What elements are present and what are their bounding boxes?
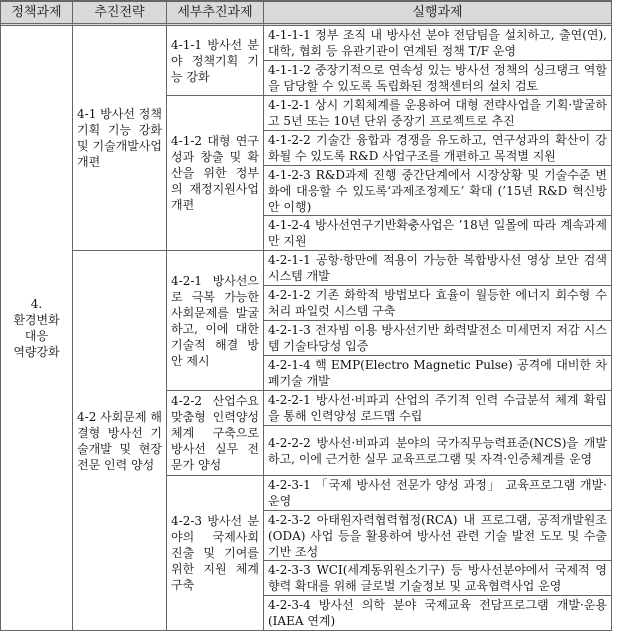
header-strategy: 추진전략 bbox=[73, 2, 167, 26]
header-sub-task: 세부추진과제 bbox=[167, 2, 264, 26]
action-text: 4-2-1-2 기존 화학적 방법보다 효율이 월등한 에너지 회수형 수처리 파일럿 시스템 구축 bbox=[268, 288, 607, 318]
action-text: 4-2-1-4 핵 EMP(Electro Magnetic Pulse) 공격에 대비한 차폐기술 개발 bbox=[268, 358, 607, 388]
action-cell-4-1-2-1 bbox=[264, 96, 612, 131]
sub-task-cell-4-2-3 bbox=[167, 476, 264, 631]
sub-task-text: 4-2-1 방사선으로 극복 가능한 사회문제를 발굴하고, 이에 대한 기술적 해결 방안 제시 bbox=[171, 273, 259, 368]
sub-task-text: 4-2-3 방사선 분야의 국제사회 진출 및 기여를 위한 지원 체계 구축 bbox=[171, 514, 259, 592]
sub-task-text: 4-1-1 방사선 분야 정책기획 기능 강화 bbox=[171, 37, 259, 84]
policy-task-label bbox=[5, 296, 68, 360]
strategy-text: 4-2 사회문제 해결형 방사선 기술개발 및 현장 전문 인력 양성 bbox=[77, 409, 162, 472]
action-text: 4-2-1-3 전자빔 이용 방사선기반 화력발전소 미세먼지 저감 시스템 기술타당성 입증 bbox=[268, 323, 607, 353]
action-cell-4-2-3-4 bbox=[264, 596, 612, 631]
policy-task-cell bbox=[1, 26, 73, 631]
action-text: 4-2-3-2 아태원자력협력협정(RCA) 내 프로그램, 공적개발원조(ODA) 사업 등을 활용하여 방사선 관련 기술 발전 도모 및 수출 기반 조성 bbox=[268, 512, 607, 559]
action-cell-4-2-1-2 bbox=[264, 286, 612, 321]
header-policy-task: 정책과제 bbox=[1, 2, 73, 26]
action-cell-4-2-3-1 bbox=[264, 476, 612, 511]
action-cell-4-1-2-4 bbox=[264, 216, 612, 251]
action-cell-4-1-2-2 bbox=[264, 131, 612, 166]
action-cell-4-2-1-3 bbox=[264, 321, 612, 356]
action-cell-4-1-2-3 bbox=[264, 166, 612, 216]
action-cell-4-1-1-2 bbox=[264, 61, 612, 96]
action-text: 4-2-1-1 공항·항만에 적용이 가능한 복합방사선 영상 보안 검색 시스템 개발 bbox=[268, 253, 607, 283]
sub-task-text: 4-1-2 대형 연구성과 창출 및 확산을 위한 정부의 재정지원사업 개편 bbox=[171, 134, 259, 212]
action-cell-4-2-1-1 bbox=[264, 251, 612, 286]
action-text: 4-1-1-2 중장기적으로 연속성 있는 방사선 정책의 싱크탱크 역할을 담당할 수 있도록 독립화된 정책센터의 설치 검토 bbox=[268, 63, 607, 93]
action-text: 4-1-2-1 상시 기획체계를 운용하여 대형 전략사업을 기획·발굴하고 5년 또는 10년 단위 중장기 프로젝트로 추진 bbox=[268, 98, 607, 128]
action-cell-4-2-1-4 bbox=[264, 356, 612, 391]
sub-task-cell-4-1-2 bbox=[167, 96, 264, 251]
action-text: 4-1-2-2 기술간 융합과 경쟁을 유도하고, 연구성과의 확산이 강화될 수 있도록 R&D 사업구조를 개편하고 목적별 지원 bbox=[268, 133, 607, 163]
sub-task-text: 4-2-2 산업수요 맞춤형 인력양성 체계 구축으로 방사선 실무 전문가 양성 bbox=[171, 394, 259, 472]
strategy-cell-4-2 bbox=[73, 251, 167, 631]
action-cell-4-2-3-2 bbox=[264, 511, 612, 561]
strategy-cell-4-1 bbox=[73, 26, 167, 251]
policy-task-number: 4. bbox=[30, 297, 43, 311]
strategy-text: 4-1 방사선 정책기획 기능 강화 및 기술개발사업 개편 bbox=[77, 107, 162, 169]
sub-task-cell-4-2-1 bbox=[167, 251, 264, 391]
action-text: 4-2-2-2 방사선·비파괴 분야의 국가직무능력표준(NCS)을 개발하고, 이에 근거한 실무 교육프로그램 및 자격·인증체계를 운영 bbox=[268, 435, 607, 466]
action-text: 4-2-3-1 「국제 방사선 전문가 양성 과정」 교육프로그램 개발·운영 bbox=[268, 478, 607, 508]
action-text: 4-2-2-1 방사선·비파괴 산업의 주기적 인력 수급분석 체계 확립을 통해 인력양성 로드맵 수립 bbox=[268, 393, 607, 423]
sub-task-cell-4-1-1 bbox=[167, 26, 264, 96]
sub-task-cell-4-2-2 bbox=[167, 391, 264, 476]
action-cell-4-2-2-1 bbox=[264, 391, 612, 426]
action-text: 4-1-2-3 R&D과제 진행 중간단계에서 시장상황 및 기술수준 변화에 대응할 수 있도록‘과제조정제도’ 확대 (’15년 R&D 혁신방안 이행) bbox=[268, 167, 607, 214]
action-text: 4-1-2-4 방사선연구기반확충사업은 ’18년 일몰에 따라 계속과제만 지원 bbox=[268, 218, 607, 248]
action-text: 4-1-1-1 정부 조직 내 방사선 분야 전담팀을 설치하고, 출연(연), 대학, 협회 등 유관기관이 연계된 정책 T/F 운영 bbox=[268, 28, 607, 58]
header-action-task: 실행과제 bbox=[264, 2, 612, 26]
action-text: 4-2-3-4 방사선 의학 분야 국제교육 전담프로그램 개발·운용(IAEA 연계) bbox=[268, 598, 607, 628]
action-text: 4-2-3-3 WCI(세계동위원소기구) 등 방사선분야에서 국제적 영향력 확대를 위해 글로벌 기술정보 및 교육협력사업 운영 bbox=[268, 563, 607, 593]
action-cell-4-2-3-3 bbox=[264, 561, 612, 596]
action-cell-4-2-2-2 bbox=[264, 426, 612, 476]
policy-task-title: 환경변화 대응 역량강화 bbox=[13, 313, 60, 359]
action-cell-4-1-1-1 bbox=[264, 26, 612, 61]
